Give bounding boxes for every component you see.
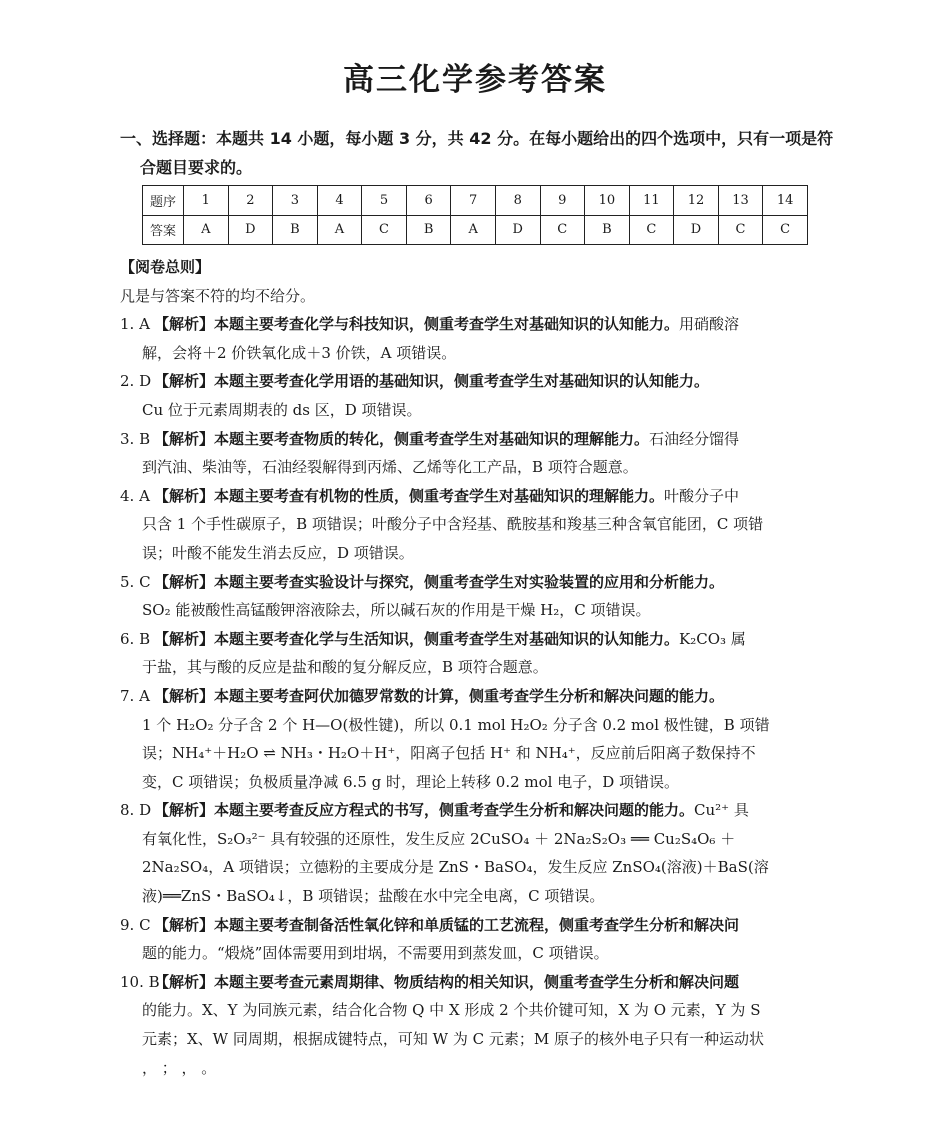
table-cell-number: 7	[451, 186, 496, 216]
analysis-line: 解，会将＋2 价铁氧化成＋3 价铁，A 项错误。	[142, 343, 457, 362]
analysis-text: Cu²⁺ 具	[694, 801, 749, 820]
analysis-line: 元素；X、W 同周期，根据成键特点，可知 W 为 C 元素；M 原子的核外电子只有一种运动状	[142, 1030, 764, 1049]
explanation-item	[120, 367, 832, 424]
analysis-summary: 【解析】本题主要考查实验设计与探究，侧重考查学生对实验装置的应用和分析能力。	[154, 572, 725, 591]
table-cell-number: 4	[317, 186, 362, 216]
table-cell-answer: C	[629, 215, 674, 245]
explanation-item	[120, 968, 832, 1082]
analysis-line: 2Na₂SO₄，A 项错误；立德粉的主要成分是 ZnS・BaSO₄，发生反应 ZnSO₄(溶液)＋BaS(溶	[142, 858, 769, 877]
table-cell-number: 10	[585, 186, 630, 216]
item-number: 8. D	[120, 801, 152, 820]
section-heading-line2: 合题目要求的。	[140, 158, 253, 177]
item-number: 3. B	[120, 429, 151, 448]
table-cell-answer: C	[718, 215, 763, 245]
table-cell-answer: B	[406, 215, 451, 245]
table-cell-number: 6	[406, 186, 451, 216]
table-cell-answer: B	[273, 215, 318, 245]
explanation-item	[120, 482, 832, 568]
explanation-first-line	[120, 911, 832, 940]
item-number: 7. A	[120, 686, 150, 705]
explanation-first-line	[120, 367, 832, 396]
explanation-item	[120, 310, 832, 367]
table-row-answers	[143, 215, 808, 245]
table-cell-number: 1	[184, 186, 229, 216]
explanation-item	[120, 796, 832, 910]
analysis-line: 到汽油、柴油等，石油经裂解得到丙烯、乙烯等化工产品，B 项符合题意。	[142, 458, 638, 477]
analysis-line: ， ； ， 。	[142, 1058, 217, 1077]
table-cell-number: 13	[718, 186, 763, 216]
analysis-line: 变，C 项错误；负极质量净减 6.5 g 时，理论上转移 0.2 mol 电子，D 项错误。	[142, 772, 680, 791]
item-number: 2. D	[120, 372, 152, 391]
table-row-numbers	[143, 186, 808, 216]
table-cell-answer: D	[228, 215, 273, 245]
explanation-first-line	[120, 682, 832, 711]
explanation-first-line	[120, 796, 832, 825]
analysis-line: 于盐，其与酸的反应是盐和酸的复分解反应，B 项符合题意。	[142, 658, 548, 677]
table-cell-number: 9	[540, 186, 585, 216]
table-cell-answer: C	[362, 215, 407, 245]
table-cell-number: 5	[362, 186, 407, 216]
explanation-first-line	[120, 425, 832, 454]
explanation-first-line	[120, 568, 832, 597]
table-cell-answer: A	[451, 215, 496, 245]
analysis-text: 叶酸分子中	[664, 486, 740, 505]
section-heading	[120, 124, 840, 182]
explanation-item	[120, 911, 832, 968]
table-cell-answer: C	[763, 215, 808, 245]
analysis-line: 的能力。X、Y 为同族元素，结合化合物 Q 中 X 形成 2 个共价键可知，X 为 O 元素，Y 为 S	[142, 1001, 761, 1020]
analysis-summary: 【解析】本题主要考查化学用语的基础知识，侧重考查学生对基础知识的认知能力。	[154, 372, 710, 391]
table-row-label: 题序	[143, 186, 184, 216]
analysis-summary: 【解析】本题主要考查阿伏加德罗常数的计算，侧重考查学生分析和解决问题的能力。	[154, 686, 725, 705]
analysis-line: 只含 1 个手性碳原子，B 项错误；叶酸分子中含羟基、酰胺基和羧基三种含氧官能团，C 项错	[142, 515, 764, 534]
analysis-summary: 【解析】本题主要考查化学与生活知识，侧重考查学生对基础知识的认知能力。	[154, 629, 680, 648]
rules-text: 凡是与答案不符的均不给分。	[120, 286, 316, 305]
item-number: 4. A	[120, 486, 150, 505]
analysis-summary: 【解析】本题主要考查元素周期律、物质结构的相关知识，侧重考查学生分析和解决问题	[154, 972, 740, 991]
table-cell-answer: A	[184, 215, 229, 245]
analysis-summary: 【解析】本题主要考查化学与科技知识，侧重考查学生对基础知识的认知能力。	[154, 315, 680, 334]
table-cell-number: 11	[629, 186, 674, 216]
analysis-summary: 【解析】本题主要考查物质的转化，侧重考查学生对基础知识的理解能力。	[154, 429, 650, 448]
analysis-line: 误；NH₄⁺＋H₂O ⇌ NH₃・H₂O＋H⁺，阳离子包括 H⁺ 和 NH₄⁺，反应前后阳离子数保持不	[142, 744, 756, 763]
analysis-summary: 【解析】本题主要考查反应方程式的书写，侧重考查学生分析和解决问题的能力。	[154, 801, 695, 820]
explanation-first-line	[120, 310, 832, 339]
explanation-item	[120, 682, 832, 796]
table-cell-answer: B	[585, 215, 630, 245]
analysis-summary: 【解析】本题主要考查制备活性氧化锌和单质锰的工艺流程，侧重考查学生分析和解决问	[154, 915, 740, 934]
analysis-summary: 【解析】本题主要考查有机物的性质，侧重考查学生对基础知识的理解能力。	[154, 486, 665, 505]
analysis-text: 石油经分馏得	[649, 429, 740, 448]
table-cell-answer: C	[540, 215, 585, 245]
analysis-text: 用硝酸溶	[679, 315, 740, 334]
table-cell-number: 14	[763, 186, 808, 216]
explanation-first-line	[120, 482, 832, 511]
answer-table	[142, 185, 808, 245]
table-cell-answer: D	[495, 215, 540, 245]
table-cell-number: 12	[674, 186, 719, 216]
table-row-label: 答案	[143, 215, 184, 245]
explanation-item	[120, 425, 832, 482]
analysis-line: SO₂ 能被酸性高锰酸钾溶液除去，所以碱石灰的作用是干燥 H₂，C 项错误。	[142, 601, 651, 620]
explanation-item	[120, 625, 832, 682]
table-cell-number: 3	[273, 186, 318, 216]
section-heading-line1: 一、选择题：本题共 14 小题，每小题 3 分，共 42 分。在每小题给出的四个选项中，只有一项是符	[120, 129, 834, 148]
item-number: 6. B	[120, 629, 151, 648]
analysis-text: K₂CO₃ 属	[679, 629, 746, 648]
page-title: 高三化学参考答案	[343, 62, 607, 98]
item-number: 9. C	[120, 915, 151, 934]
analysis-line: 题的能力。“煅烧”固体需要用到坩埚，不需要用到蒸发皿，C 项错误。	[142, 944, 609, 963]
table-cell-number: 8	[495, 186, 540, 216]
item-number: 10. B	[120, 972, 160, 991]
analysis-line: 有氧化性，S₂O₃²⁻ 具有较强的还原性，发生反应 2CuSO₄ ＋ 2Na₂S₂O₃ ══ Cu₂S₄O₆ ＋	[142, 829, 736, 848]
table-cell-answer: D	[674, 215, 719, 245]
explanation-first-line	[120, 968, 832, 997]
item-number: 1. A	[120, 315, 150, 334]
table-cell-answer: A	[317, 215, 362, 245]
analysis-line: 液)══ZnS・BaSO₄↓，B 项错误；盐酸在水中完全电离，C 项错误。	[142, 887, 605, 906]
analysis-line: 1 个 H₂O₂ 分子含 2 个 H—O(极性键)，所以 0.1 mol H₂O₂ 分子含 0.2 mol 极性键，B 项错	[142, 715, 770, 734]
table-cell-number: 2	[228, 186, 273, 216]
item-number: 5. C	[120, 572, 151, 591]
rules-heading: 【阅卷总则】	[120, 258, 211, 276]
analysis-line: 误；叶酸不能发生消去反应，D 项错误。	[142, 543, 414, 562]
explanation-first-line	[120, 625, 832, 654]
analysis-line: Cu 位于元素周期表的 ds 区，D 项错误。	[142, 400, 422, 419]
explanation-list	[120, 310, 832, 1082]
explanation-item	[120, 568, 832, 625]
answer-explanations	[120, 253, 832, 1082]
